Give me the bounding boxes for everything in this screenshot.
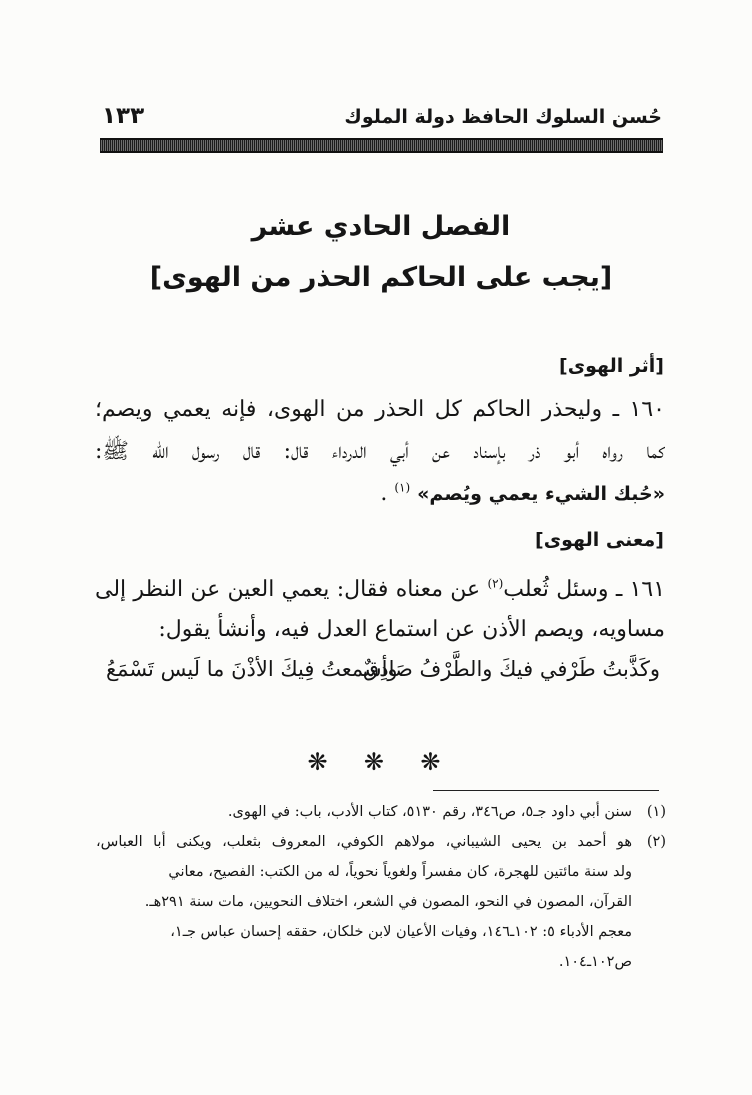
running-header (100, 104, 662, 134)
footnote-number: (٢) (646, 834, 666, 850)
paragraph-160-line-3 (95, 476, 665, 512)
section-heading-maana: [معنى الهوى] (535, 529, 664, 551)
page-number: ١٣٣ (102, 103, 145, 129)
line-end-period: . (380, 481, 388, 506)
footnote-number: (١) (646, 804, 666, 820)
footnote-1 (96, 800, 666, 824)
paragraph-161-line-1 (95, 572, 665, 608)
verse-first-half: وكَذَّبتُ طَرْفي فيكَ والطَّرْفُ صَادِقٌ (362, 657, 660, 681)
footnote-2-line-1 (96, 830, 666, 854)
paragraph-161-line-2: مساويه، ويصم الأذن عن استماع العدل فيه، وأنشأ يقول: (158, 617, 665, 642)
chapter-subtitle: [يجب على الحاكم الحذر من الهوى] (149, 262, 613, 293)
chapter-title: الفصل الحادي عشر (251, 211, 511, 242)
footnote-2-line-2: ولد سنة مائتين للهجرة، كان مفسراً ولغوياً نحوياً، له من الكتب: الفصيح، معاني (168, 864, 632, 880)
paragraph-161-rest: عن معناه فقال: يعمي العين عن النظر إلى (95, 577, 481, 602)
footnote-ref-2: (٢) (487, 576, 504, 591)
footnote-2-line-4: معجم الأدباء ٥: ١٠٢ـ١٤٦، وفيات الأعيان لابن خلكان، حققه إحسان عباس جـ١، (170, 924, 632, 940)
paragraph-160-line-2: كما رواه أبو ذر بإسناد عن أبي الدرداء قال: قال رسول الله ﷺ: (95, 439, 665, 464)
section-heading-athar: [أثر الهوى] (559, 355, 664, 377)
paragraph-161-start: ١٦١ ـ وسئل ثُعلب (503, 577, 665, 602)
footnote-text: هو أحمد بن يحيى الشيباني، مولاهم الكوفي، المعروف بثعلب، ويكنى أبا العباس، (96, 834, 632, 850)
footnote-2-line-5: ص١٠٢ـ١٠٤. (558, 954, 632, 970)
paragraph-160-line-1: ١٦٠ ـ وليحذر الحاكم كل الحذر من الهوى، فإنه يعمي ويصم؛ (95, 397, 665, 422)
running-header-title: حُسن السلوك الحافظ دولة الملوك (344, 106, 662, 128)
hadith-quote: «حُبك الشيء يعمي ويُصم» (417, 483, 665, 505)
header-rule (100, 138, 663, 153)
footnote-rule (433, 790, 659, 791)
footnote-text: سنن أبي داود جـ٥، ص٣٤٦، رقم ٥١٣٠، كتاب الأدب، باب: في الهوى. (227, 804, 632, 820)
verse-second-half: وأسمعتُ فِيكَ الأذْنَ ما لَيس تَسْمَعُ (106, 657, 398, 681)
section-separator: ❋ ❋ ❋ (307, 748, 455, 776)
footnote-2-line-3: القرآن، المصون في النحو، المصون في الشعر، اختلاف النحويين، مات سنة ٢٩١هـ. (144, 894, 632, 910)
footnote-ref-1: (١) (394, 480, 411, 495)
